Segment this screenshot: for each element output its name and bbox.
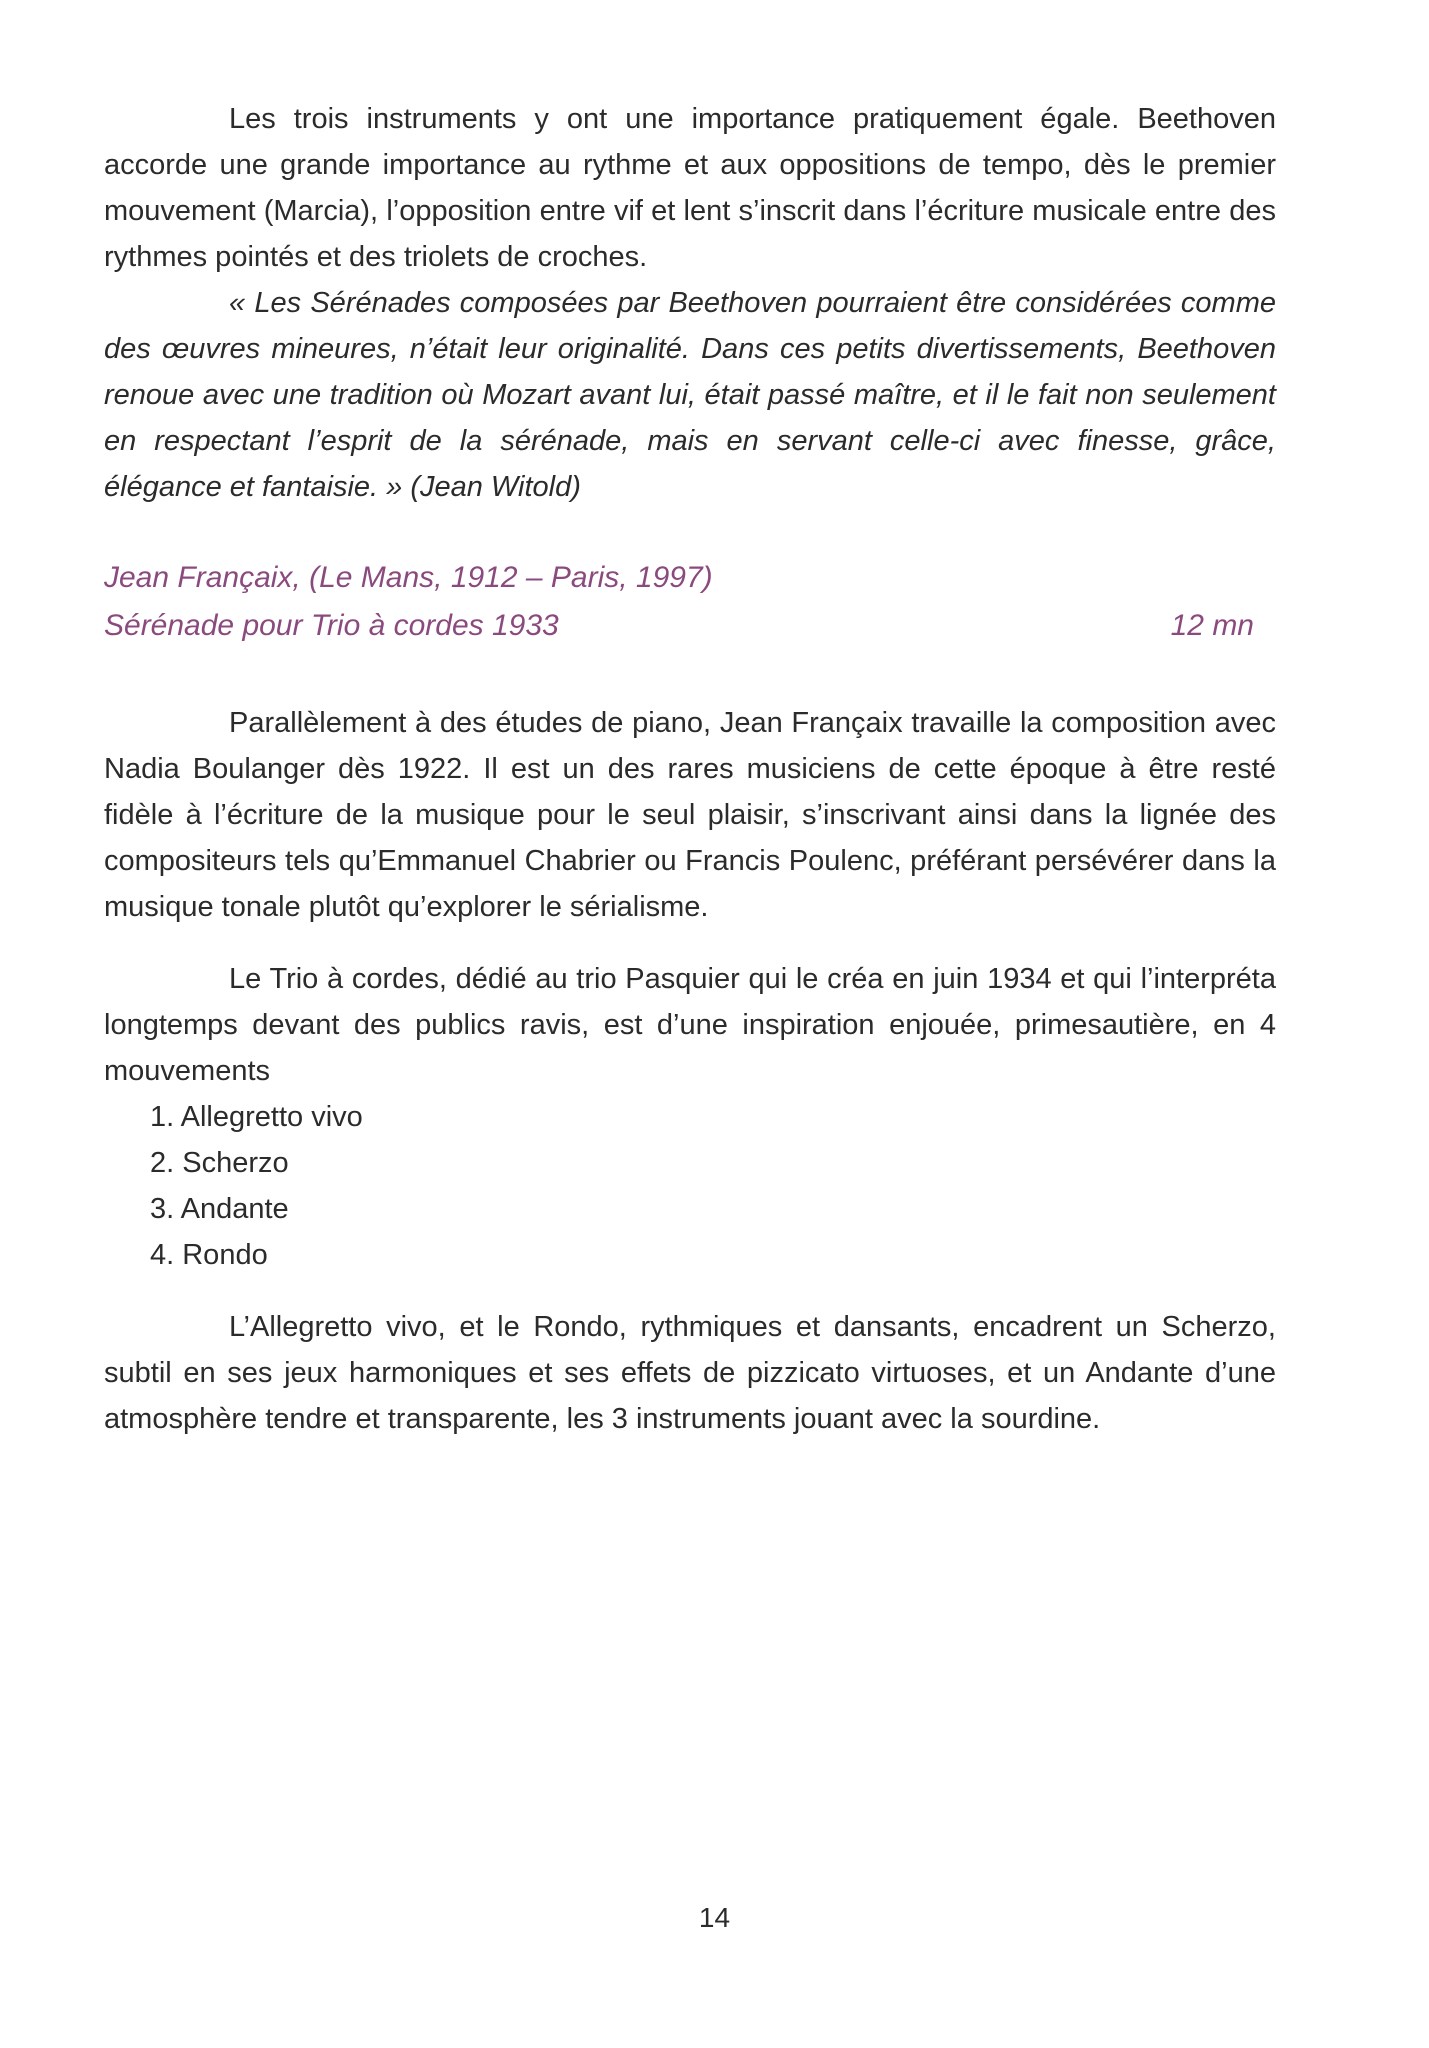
- document-page: [104, 96, 1276, 1442]
- intro-paragraph: Les trois instruments y ont une importance pratiquement égale. Beethoven accorde une grande importance au rythme et aux oppositions de tempo, dès le premier mouvement (Marcia), l’opposition entre vif et lent s’inscrit dans l’écriture musicale entre des rythmes pointés et des triolets de croches.: [104, 103, 1276, 273]
- work-duration: 12 mn: [1170, 609, 1254, 642]
- work-title: Sérénade pour Trio à cordes 1933: [104, 609, 559, 642]
- paragraph-trio-intro: Le Trio à cordes, dédié au trio Pasquier qui le créa en juin 1934 et qui l’interpréta longtemps devant des publics ravis, est d’une inspiration enjouée, primesautière, en 4 mouvements: [104, 963, 1276, 1087]
- list-item: 1. Allegretto vivo: [150, 1101, 363, 1133]
- list-item: 2. Scherzo: [150, 1147, 289, 1179]
- work-title-row: [104, 602, 1276, 650]
- movements-list: [104, 1094, 1276, 1278]
- page-number: 14: [698, 1902, 731, 1933]
- list-item: 4. Rondo: [150, 1239, 268, 1271]
- witold-quote: « Les Sérénades composées par Beethoven pourraient être considérées comme des œuvres mineures, n’était leur originalité. Dans ces petits divertissements, Beethoven renoue avec une tradition où Mozart avant lui, était passé maître, et il le fait non seulement en respectant l’esprit de la sérénade, mais en servant celle-ci avec finesse, grâce, élégance et fantaisie. » (Jean Witold): [104, 287, 1276, 503]
- composer-heading: Jean Françaix, (Le Mans, 1912 – Paris, 1997): [104, 561, 713, 594]
- list-item: 3. Andante: [150, 1193, 289, 1225]
- paragraph-movements-description: L’Allegretto vivo, et le Rondo, rythmiques et dansants, encadrent un Scherzo, subtil en ses jeux harmoniques et ses effets de pizzicato virtuoses, et un Andante d’une atmosphère tendre et transparente, les 3 instruments jouant avec la sourdine.: [104, 1311, 1276, 1435]
- paragraph-francaix-bio: Parallèlement à des études de piano, Jean Françaix travaille la composition avec Nadia Boulanger dès 1922. Il est un des rares musiciens de cette époque à être resté fidèle à l’écriture de la musique pour le seul plaisir, s’inscrivant ainsi dans la lignée des compositeurs tels qu’Emmanuel Chabrier ou Francis Poulenc, préférant persévérer dans la musique tonale plutôt qu’explorer le sérialisme.: [104, 707, 1276, 923]
